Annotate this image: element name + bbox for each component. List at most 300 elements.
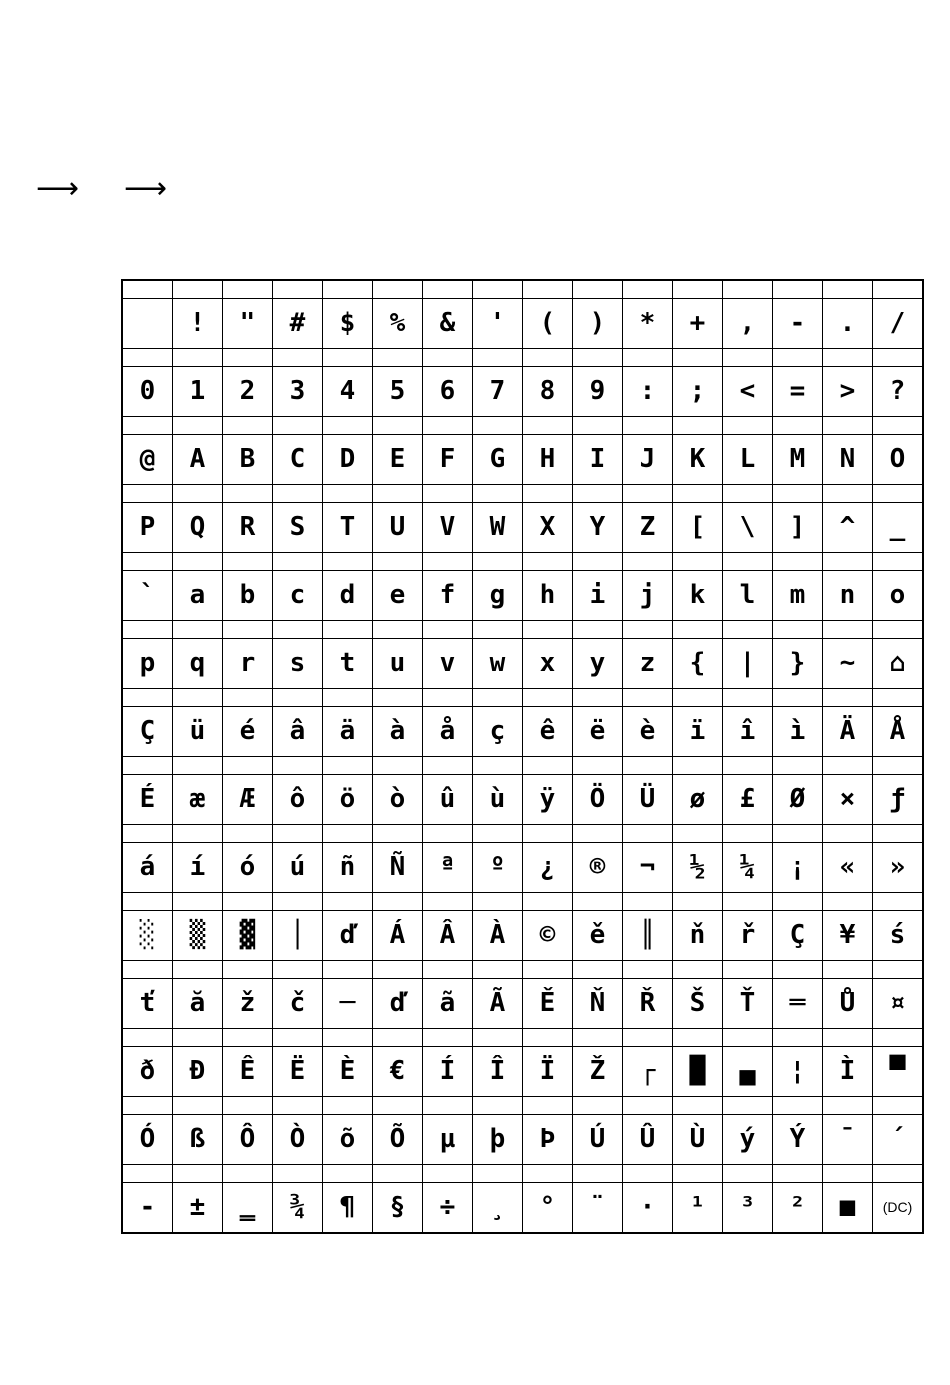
- glyph-cell: °: [523, 1183, 573, 1234]
- code-cell: [623, 961, 673, 979]
- code-cell: [773, 893, 823, 911]
- glyph-cell: Q: [173, 503, 223, 553]
- glyph-row: [122, 707, 923, 757]
- glyph-cell: T: [323, 503, 373, 553]
- code-cell: [373, 280, 423, 299]
- code-cell: [323, 1097, 373, 1115]
- glyph-cell: -: [773, 299, 823, 349]
- glyph-cell: ▀: [873, 1047, 924, 1097]
- code-cell: [773, 280, 823, 299]
- code-cell: [523, 417, 573, 435]
- code-cell: [223, 893, 273, 911]
- code-cell: [523, 485, 573, 503]
- code-cell: [473, 417, 523, 435]
- glyph-cell: Ó: [122, 1115, 173, 1165]
- code-cell: [623, 280, 673, 299]
- code-cell: [673, 1029, 723, 1047]
- code-cell: [823, 417, 873, 435]
- right-arrow-icon: ⟶: [124, 171, 168, 206]
- code-cell: [623, 621, 673, 639]
- glyph-cell: x: [523, 639, 573, 689]
- code-row: [122, 961, 923, 979]
- code-cell: [523, 621, 573, 639]
- glyph-row: [122, 367, 923, 417]
- code-cell: [273, 417, 323, 435]
- code-cell: [723, 553, 773, 571]
- code-cell: [273, 1097, 323, 1115]
- glyph-cell: m: [773, 571, 823, 621]
- code-cell: [273, 1165, 323, 1183]
- glyph-cell: ó: [223, 843, 273, 893]
- code-cell: [723, 893, 773, 911]
- glyph-cell: L: [723, 435, 773, 485]
- code-cell: [373, 349, 423, 367]
- glyph-cell: {: [673, 639, 723, 689]
- code-cell: [773, 689, 823, 707]
- glyph-cell: Ò: [273, 1115, 323, 1165]
- code-cell: [323, 757, 373, 775]
- glyph-cell: ´: [873, 1115, 924, 1165]
- glyph-cell: i: [573, 571, 623, 621]
- code-cell: [223, 689, 273, 707]
- code-cell: [323, 349, 373, 367]
- glyph-cell: !: [173, 299, 223, 349]
- code-cell: [523, 689, 573, 707]
- code-cell: [573, 825, 623, 843]
- code-cell: [723, 1029, 773, 1047]
- glyph-cell: ¶: [323, 1183, 373, 1234]
- glyph-cell: È: [323, 1047, 373, 1097]
- glyph-cell: v: [423, 639, 473, 689]
- glyph-cell: ▄: [723, 1047, 773, 1097]
- glyph-cell: U: [373, 503, 423, 553]
- glyph-cell: Ë: [273, 1047, 323, 1097]
- glyph-cell: [122, 299, 173, 349]
- code-cell: [523, 1097, 573, 1115]
- code-cell: [223, 417, 273, 435]
- code-cell: [473, 485, 523, 503]
- glyph-cell: \: [723, 503, 773, 553]
- code-cell: [473, 825, 523, 843]
- code-cell: [122, 893, 173, 911]
- glyph-cell: [: [673, 503, 723, 553]
- code-cell: [823, 893, 873, 911]
- glyph-cell: -: [122, 1183, 173, 1234]
- glyph-cell: þ: [473, 1115, 523, 1165]
- glyph-cell: ;: [673, 367, 723, 417]
- glyph-cell: é: [223, 707, 273, 757]
- glyph-cell: ê: [523, 707, 573, 757]
- code-cell: [773, 961, 823, 979]
- code-cell: [122, 417, 173, 435]
- glyph-cell: h: [523, 571, 573, 621]
- glyph-cell: Ž: [573, 1047, 623, 1097]
- code-cell: [823, 689, 873, 707]
- glyph-cell: 0: [122, 367, 173, 417]
- code-cell: [323, 893, 373, 911]
- glyph-cell: t: [323, 639, 373, 689]
- glyph-cell: ã: [423, 979, 473, 1029]
- code-cell: [873, 485, 924, 503]
- glyph-cell: V: [423, 503, 473, 553]
- glyph-cell: ñ: [323, 843, 373, 893]
- code-cell: [373, 1029, 423, 1047]
- code-row: [122, 689, 923, 707]
- glyph-cell: Ü: [623, 775, 673, 825]
- code-cell: [773, 1165, 823, 1183]
- code-cell: [173, 1097, 223, 1115]
- code-cell: [323, 417, 373, 435]
- code-cell: [223, 280, 273, 299]
- code-cell: [122, 961, 173, 979]
- glyph-cell: ç: [473, 707, 523, 757]
- glyph-cell: Ú: [573, 1115, 623, 1165]
- glyph-cell: å: [423, 707, 473, 757]
- glyph-cell: ×: [823, 775, 873, 825]
- code-cell: [773, 485, 823, 503]
- glyph-cell: u: [373, 639, 423, 689]
- glyph-row: [122, 979, 923, 1029]
- code-cell: [623, 417, 673, 435]
- code-cell: [573, 689, 623, 707]
- glyph-cell: e: [373, 571, 423, 621]
- code-cell: [173, 621, 223, 639]
- code-cell: [673, 1097, 723, 1115]
- code-cell: [323, 1029, 373, 1047]
- code-cell: [873, 825, 924, 843]
- code-cell: [623, 1097, 673, 1115]
- glyph-cell: Ð: [173, 1047, 223, 1097]
- glyph-cell: í: [173, 843, 223, 893]
- glyph-cell: ô: [273, 775, 323, 825]
- glyph-cell: ": [223, 299, 273, 349]
- code-cell: [173, 485, 223, 503]
- glyph-cell: Ã: [473, 979, 523, 1029]
- code-row: [122, 1165, 923, 1183]
- code-cell: [223, 1165, 273, 1183]
- code-cell: [423, 1029, 473, 1047]
- glyph-cell: Š: [673, 979, 723, 1029]
- code-cell: [323, 1165, 373, 1183]
- code-cell: [373, 757, 423, 775]
- glyph-cell: ¿: [523, 843, 573, 893]
- code-cell: [273, 961, 323, 979]
- code-cell: [323, 621, 373, 639]
- code-cell: [823, 757, 873, 775]
- code-cell: [423, 689, 473, 707]
- code-cell: [573, 893, 623, 911]
- glyph-cell: (DC): [873, 1183, 924, 1234]
- code-cell: [223, 485, 273, 503]
- code-cell: [873, 961, 924, 979]
- glyph-cell: Â: [423, 911, 473, 961]
- glyph-cell: ď: [373, 979, 423, 1029]
- code-cell: [373, 893, 423, 911]
- code-cell: [273, 1029, 323, 1047]
- glyph-cell: a: [173, 571, 223, 621]
- code-cell: [423, 417, 473, 435]
- glyph-cell: W: [473, 503, 523, 553]
- code-cell: [723, 757, 773, 775]
- code-cell: [473, 621, 523, 639]
- glyph-cell: M: [773, 435, 823, 485]
- code-cell: [173, 280, 223, 299]
- code-row: [122, 553, 923, 571]
- code-cell: [873, 893, 924, 911]
- glyph-cell: ň: [673, 911, 723, 961]
- glyph-cell: õ: [323, 1115, 373, 1165]
- glyph-row: [122, 571, 923, 621]
- glyph-row: [122, 1183, 923, 1234]
- code-cell: [423, 825, 473, 843]
- code-cell: [723, 485, 773, 503]
- code-cell: [573, 961, 623, 979]
- code-cell: [523, 893, 573, 911]
- code-cell: [773, 417, 823, 435]
- glyph-cell: ś: [873, 911, 924, 961]
- code-cell: [173, 893, 223, 911]
- code-cell: [573, 485, 623, 503]
- code-cell: [723, 825, 773, 843]
- glyph-row: [122, 1115, 923, 1165]
- glyph-cell: ~: [823, 639, 873, 689]
- glyph-cell: À: [473, 911, 523, 961]
- code-cell: [773, 825, 823, 843]
- glyph-row: [122, 775, 923, 825]
- code-cell: [423, 1097, 473, 1115]
- glyph-cell: Ê: [223, 1047, 273, 1097]
- glyph-cell: d: [323, 571, 373, 621]
- code-cell: [473, 349, 523, 367]
- code-cell: [873, 1029, 924, 1047]
- glyph-cell: ě: [573, 911, 623, 961]
- code-cell: [373, 961, 423, 979]
- code-row: [122, 1097, 923, 1115]
- glyph-cell: ÿ: [523, 775, 573, 825]
- code-cell: [823, 825, 873, 843]
- glyph-cell: ^: [823, 503, 873, 553]
- glyph-cell: º: [473, 843, 523, 893]
- code-cell: [323, 553, 373, 571]
- code-cell: [223, 757, 273, 775]
- glyph-cell: `: [122, 571, 173, 621]
- code-cell: [573, 280, 623, 299]
- glyph-cell: H: [523, 435, 573, 485]
- code-cell: [623, 1029, 673, 1047]
- code-cell: [373, 825, 423, 843]
- glyph-cell: ü: [173, 707, 223, 757]
- glyph-cell: 5: [373, 367, 423, 417]
- code-cell: [673, 757, 723, 775]
- code-cell: [723, 961, 773, 979]
- glyph-cell: Ô: [223, 1115, 273, 1165]
- code-cell: [573, 417, 623, 435]
- code-cell: [473, 553, 523, 571]
- code-row: [122, 893, 923, 911]
- glyph-cell: Ñ: [373, 843, 423, 893]
- glyph-cell: %: [373, 299, 423, 349]
- glyph-cell: Ö: [573, 775, 623, 825]
- glyph-cell: *: [623, 299, 673, 349]
- glyph-cell: ¤: [873, 979, 924, 1029]
- code-cell: [823, 1029, 873, 1047]
- glyph-cell: ¼: [723, 843, 773, 893]
- code-cell: [122, 280, 173, 299]
- glyph-row: [122, 1047, 923, 1097]
- code-cell: [823, 349, 873, 367]
- glyph-cell: Þ: [523, 1115, 573, 1165]
- glyph-cell: Ä: [823, 707, 873, 757]
- glyph-cell: f: [423, 571, 473, 621]
- code-cell: [673, 485, 723, 503]
- code-cell: [173, 349, 223, 367]
- code-cell: [673, 280, 723, 299]
- glyph-cell: @: [122, 435, 173, 485]
- glyph-cell: j: [623, 571, 673, 621]
- glyph-cell: ¹: [673, 1183, 723, 1234]
- glyph-cell: <: [723, 367, 773, 417]
- glyph-cell: |: [723, 639, 773, 689]
- code-cell: [823, 485, 873, 503]
- code-cell: [323, 280, 373, 299]
- glyph-cell: D: [323, 435, 373, 485]
- code-cell: [173, 689, 223, 707]
- glyph-cell: ť: [122, 979, 173, 1029]
- glyph-cell: ─: [323, 979, 373, 1029]
- glyph-cell: Ů: [823, 979, 873, 1029]
- code-cell: [173, 553, 223, 571]
- glyph-cell: Å: [873, 707, 924, 757]
- code-cell: [473, 1097, 523, 1115]
- glyph-cell: ď: [323, 911, 373, 961]
- code-cell: [523, 553, 573, 571]
- code-cell: [122, 825, 173, 843]
- glyph-cell: b: [223, 571, 273, 621]
- code-cell: [273, 621, 323, 639]
- code-cell: [723, 1165, 773, 1183]
- code-cell: [223, 1097, 273, 1115]
- code-cell: [273, 757, 323, 775]
- code-cell: [223, 553, 273, 571]
- glyph-cell: Ç: [773, 911, 823, 961]
- glyph-cell: N: [823, 435, 873, 485]
- glyph-cell: »: [873, 843, 924, 893]
- code-cell: [623, 893, 673, 911]
- code-cell: [273, 280, 323, 299]
- code-cell: [623, 757, 673, 775]
- code-cell: [223, 961, 273, 979]
- code-cell: [573, 1165, 623, 1183]
- glyph-cell: Ù: [673, 1115, 723, 1165]
- glyph-cell: £: [723, 775, 773, 825]
- code-cell: [173, 757, 223, 775]
- code-cell: [773, 621, 823, 639]
- code-cell: [323, 961, 373, 979]
- code-cell: [273, 825, 323, 843]
- glyph-cell: z: [623, 639, 673, 689]
- code-cell: [373, 417, 423, 435]
- glyph-cell: $: [323, 299, 373, 349]
- glyph-cell: ░: [122, 911, 173, 961]
- glyph-row: [122, 299, 923, 349]
- code-cell: [673, 621, 723, 639]
- right-arrow-icon: ⟶: [36, 171, 80, 206]
- glyph-cell: █: [673, 1047, 723, 1097]
- glyph-cell: g: [473, 571, 523, 621]
- glyph-cell: â: [273, 707, 323, 757]
- code-cell: [623, 689, 673, 707]
- code-cell: [723, 689, 773, 707]
- code-cell: [423, 621, 473, 639]
- code-row: [122, 825, 923, 843]
- glyph-cell: k: [673, 571, 723, 621]
- code-cell: [723, 1097, 773, 1115]
- glyph-cell: ă: [173, 979, 223, 1029]
- glyph-cell: }: [773, 639, 823, 689]
- code-cell: [173, 417, 223, 435]
- glyph-cell: +: [673, 299, 723, 349]
- glyph-cell: ═: [773, 979, 823, 1029]
- glyph-cell: µ: [423, 1115, 473, 1165]
- glyph-cell: ž: [223, 979, 273, 1029]
- glyph-cell: ì: [773, 707, 823, 757]
- code-cell: [723, 621, 773, 639]
- glyph-cell: á: [122, 843, 173, 893]
- code-cell: [773, 1029, 823, 1047]
- code-cell: [523, 1165, 573, 1183]
- code-cell: [373, 689, 423, 707]
- code-cell: [873, 689, 924, 707]
- glyph-cell: 6: [423, 367, 473, 417]
- glyph-cell: ù: [473, 775, 523, 825]
- code-cell: [122, 621, 173, 639]
- code-cell: [623, 1165, 673, 1183]
- code-cell: [573, 553, 623, 571]
- glyph-cell: X: [523, 503, 573, 553]
- glyph-cell: ß: [173, 1115, 223, 1165]
- glyph-cell: C: [273, 435, 323, 485]
- glyph-cell: Ç: [122, 707, 173, 757]
- code-cell: [873, 280, 924, 299]
- glyph-cell: ': [473, 299, 523, 349]
- code-cell: [573, 1097, 623, 1115]
- glyph-cell: ¡: [773, 843, 823, 893]
- glyph-cell: =: [773, 367, 823, 417]
- glyph-cell: q: [173, 639, 223, 689]
- code-cell: [823, 1165, 873, 1183]
- glyph-cell: ¸: [473, 1183, 523, 1234]
- glyph-cell: ª: [423, 843, 473, 893]
- glyph-cell: O: [873, 435, 924, 485]
- glyph-cell: ]: [773, 503, 823, 553]
- glyph-cell: ±: [173, 1183, 223, 1234]
- glyph-cell: Õ: [373, 1115, 423, 1165]
- glyph-cell: ƒ: [873, 775, 924, 825]
- code-cell: [673, 1165, 723, 1183]
- code-cell: [323, 825, 373, 843]
- code-cell: [122, 485, 173, 503]
- code-cell: [423, 757, 473, 775]
- code-cell: [273, 893, 323, 911]
- code-cell: [273, 349, 323, 367]
- code-cell: [122, 349, 173, 367]
- code-cell: [773, 1097, 823, 1115]
- glyph-cell: _: [873, 503, 924, 553]
- glyph-cell: Ì: [823, 1047, 873, 1097]
- glyph-cell: «: [823, 843, 873, 893]
- glyph-cell: Ť: [723, 979, 773, 1029]
- code-cell: [473, 961, 523, 979]
